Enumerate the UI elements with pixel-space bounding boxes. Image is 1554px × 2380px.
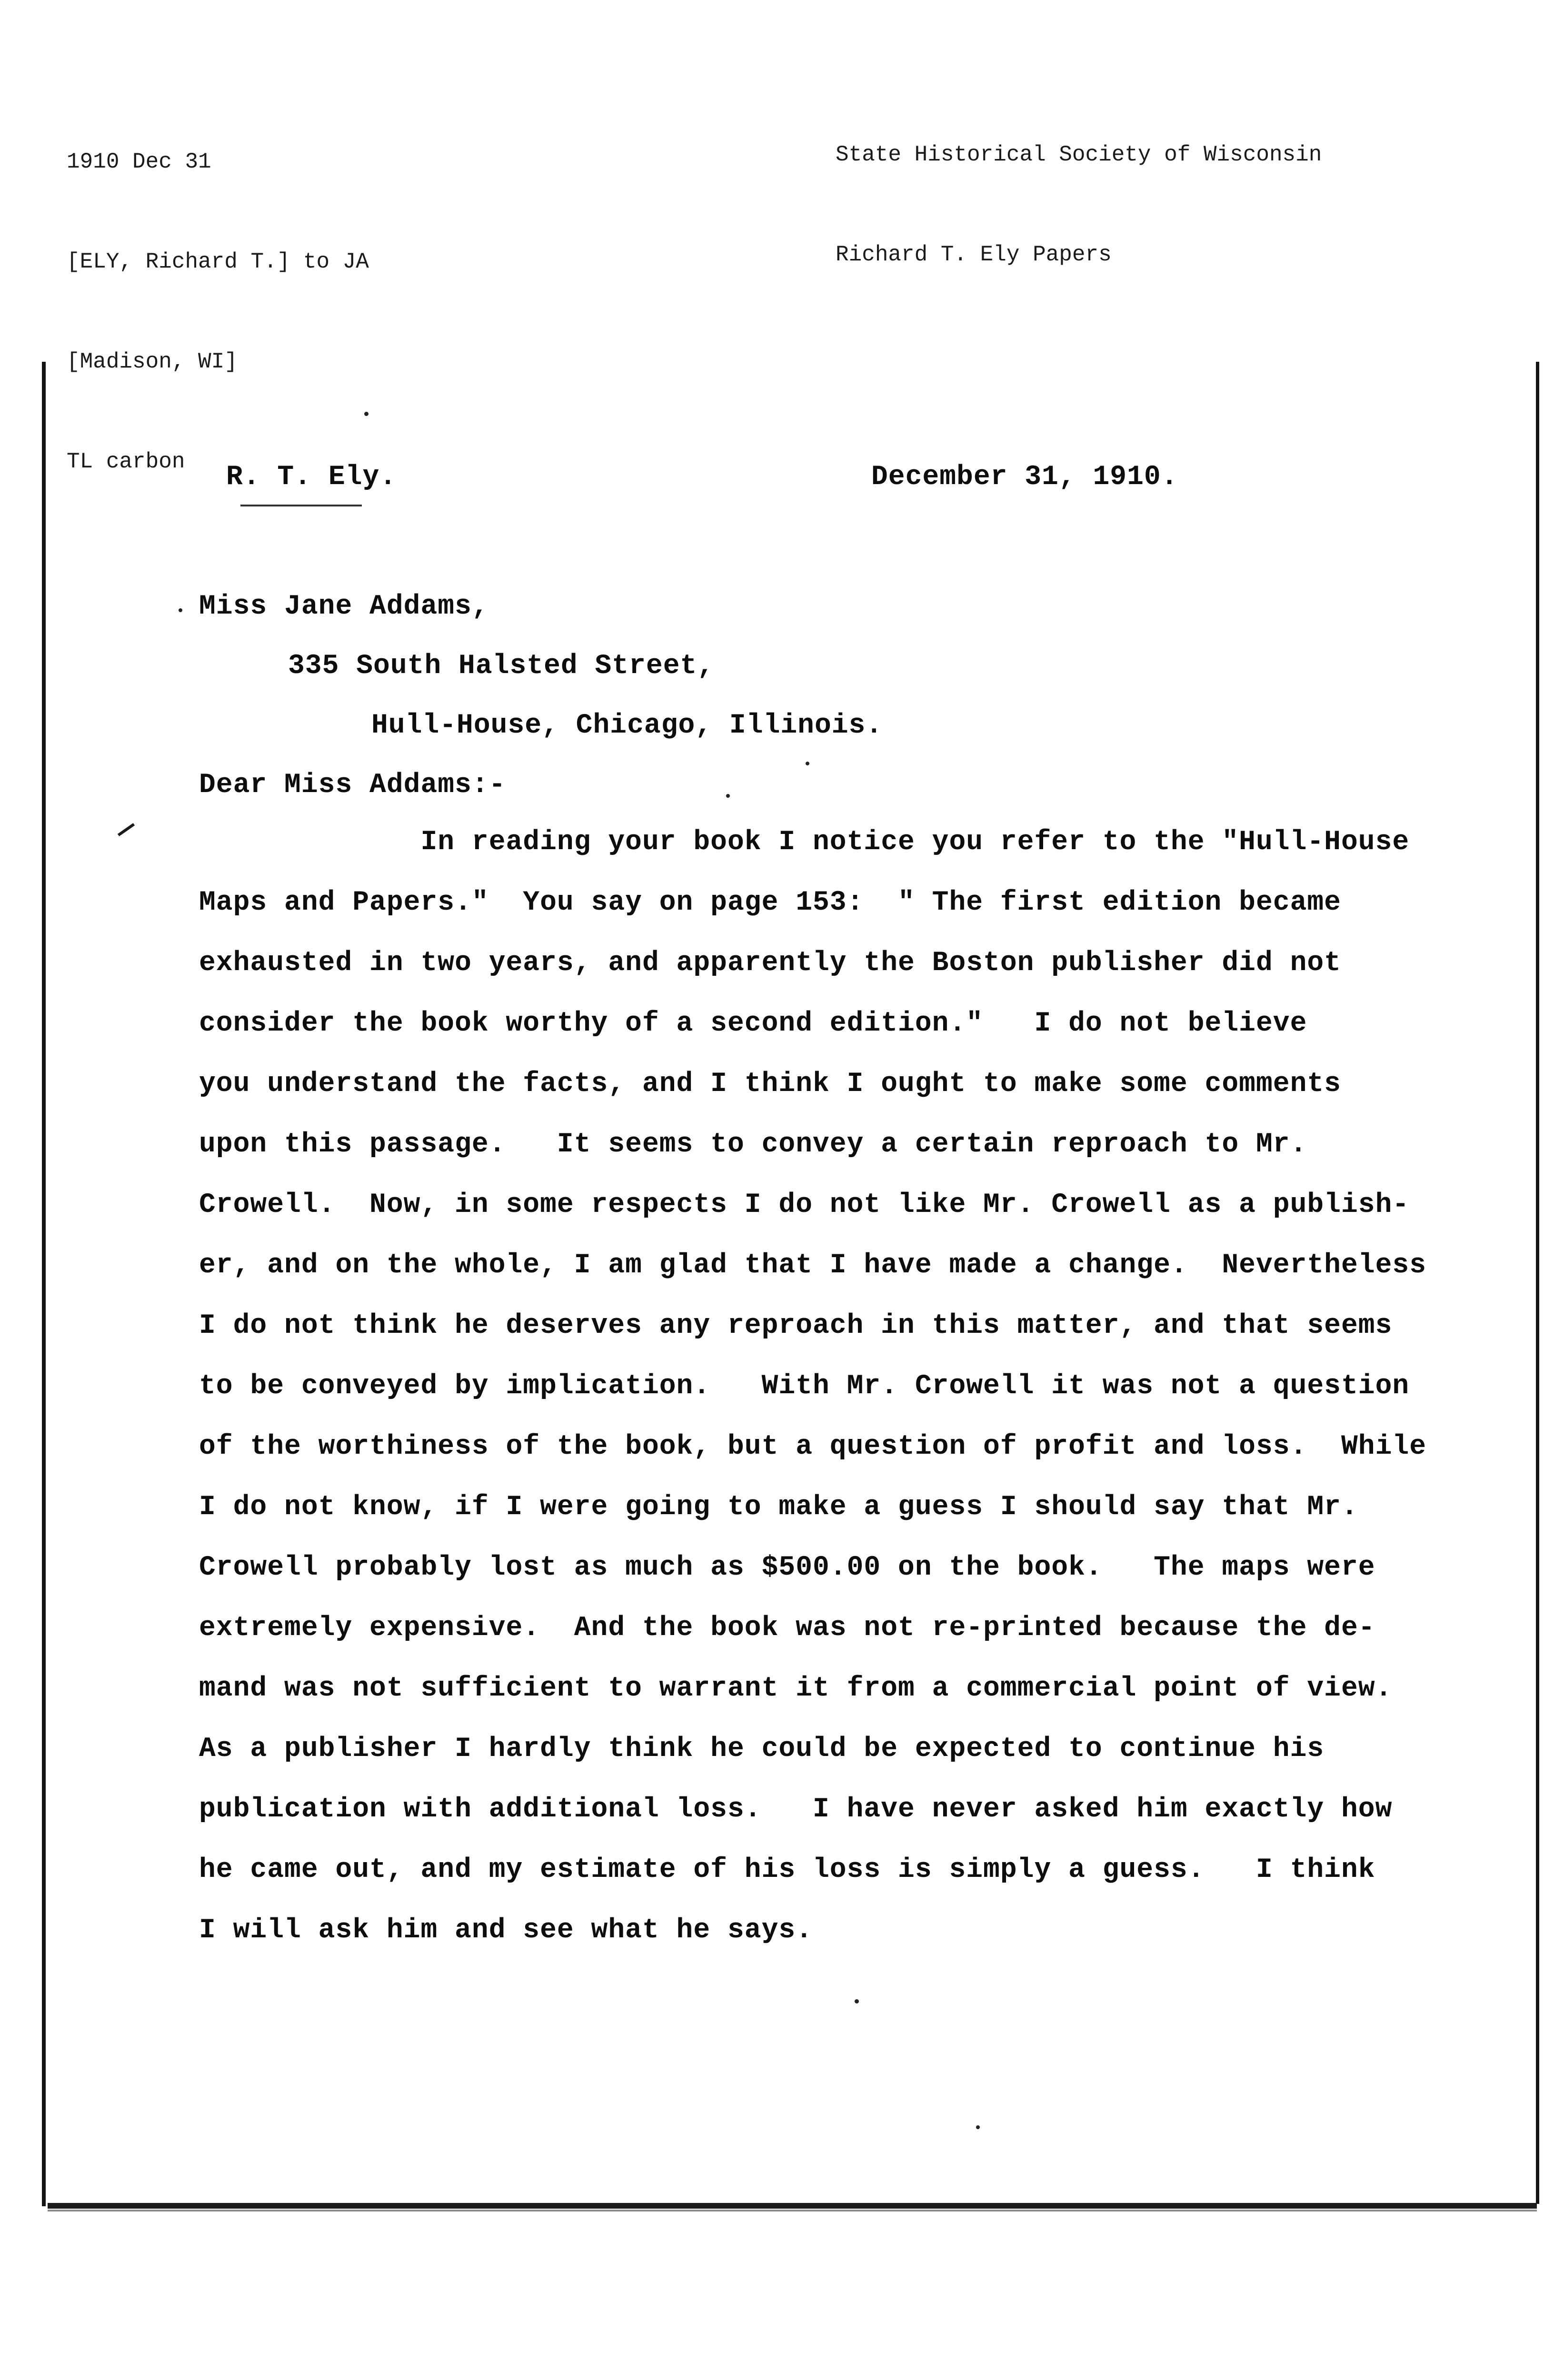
scan-speck	[855, 1999, 859, 2003]
body-line: I do not know, if I were going to make a guess I should say that Mr.	[199, 1492, 1358, 1523]
scan-speck	[726, 794, 730, 798]
body-line: mand was not sufficient to warrant it from a commercial point of view.	[199, 1673, 1393, 1704]
body-line: of the worthiness of the book, but a question of profit and loss. While	[199, 1431, 1427, 1462]
collection-name: Richard T. Ely Papers	[836, 242, 1112, 267]
body-line: exhausted in two years, and apparently the Boston publisher did not	[199, 948, 1341, 979]
page-edge-bottom	[48, 2203, 1537, 2209]
body-line: to be conveyed by implication. With Mr. Crowell it was not a question	[199, 1371, 1410, 1402]
letter-date: December 31, 1910.	[871, 462, 1178, 493]
repository-block	[836, 71, 1322, 305]
body-line: As a publisher I hardly think he could be expected to continue his	[199, 1734, 1325, 1765]
body-line: er, and on the whole, I am glad that I have made a change. Nevertheless	[199, 1250, 1427, 1281]
page-edge-right	[1536, 362, 1539, 2204]
sender-initials: R. T. Ely.	[226, 462, 397, 493]
body-line: Crowell. Now, in some respects I do not like Mr. Crowell as a publish-	[199, 1190, 1410, 1220]
scan-speck	[976, 2125, 980, 2129]
margin-pencil-tick	[118, 823, 135, 836]
recipient-street: 335 South Halsted Street,	[288, 651, 715, 682]
body-line: I do not think he deserves any reproach in this matter, and that seems	[199, 1310, 1393, 1341]
scan-speck	[806, 762, 809, 765]
repository-name: State Historical Society of Wisconsin	[836, 142, 1322, 167]
body-line: Crowell probably lost as much as $500.00 on the book. The maps were	[199, 1552, 1375, 1583]
scan-speck	[179, 608, 182, 612]
body-line: In reading your book I notice you refer to the "Hull-House	[199, 827, 1410, 858]
recipient-city: Hull-House, Chicago, Illinois.	[371, 710, 883, 741]
page-edge-bottom-shadow	[48, 2210, 1537, 2211]
sender-underline	[240, 505, 362, 506]
body-line: publication with additional loss. I have never asked him exactly how	[199, 1794, 1393, 1825]
body-line: I will ask him and see what he says.	[199, 1915, 813, 1946]
body-line: consider the book worthy of a second edition." I do not believe	[199, 1008, 1307, 1039]
salutation: Dear Miss Addams:-	[199, 770, 506, 801]
body-line: Maps and Papers." You say on page 153: " The first edition became	[199, 887, 1341, 918]
catalog-date: 1910 Dec 31	[67, 149, 211, 174]
scan-speck	[364, 412, 369, 416]
body-line: upon this passage. It seems to convey a certain reproach to Mr.	[199, 1129, 1307, 1160]
body-line: extremely expensive. And the book was not re-printed because the de-	[199, 1613, 1375, 1644]
catalog-place: [Madison, WI]	[67, 349, 238, 374]
body-line: he came out, and my estimate of his loss is simply a guess. I think	[199, 1854, 1375, 1885]
catalog-format: TL carbon	[67, 449, 185, 474]
archival-catalog-block	[67, 79, 369, 512]
body-line: you understand the facts, and I think I ought to make some comments	[199, 1069, 1341, 1100]
page-edge-left	[42, 362, 46, 2206]
catalog-correspondents: [ELY, Richard T.] to JA	[67, 249, 369, 274]
recipient-name: Miss Jane Addams,	[199, 591, 489, 622]
